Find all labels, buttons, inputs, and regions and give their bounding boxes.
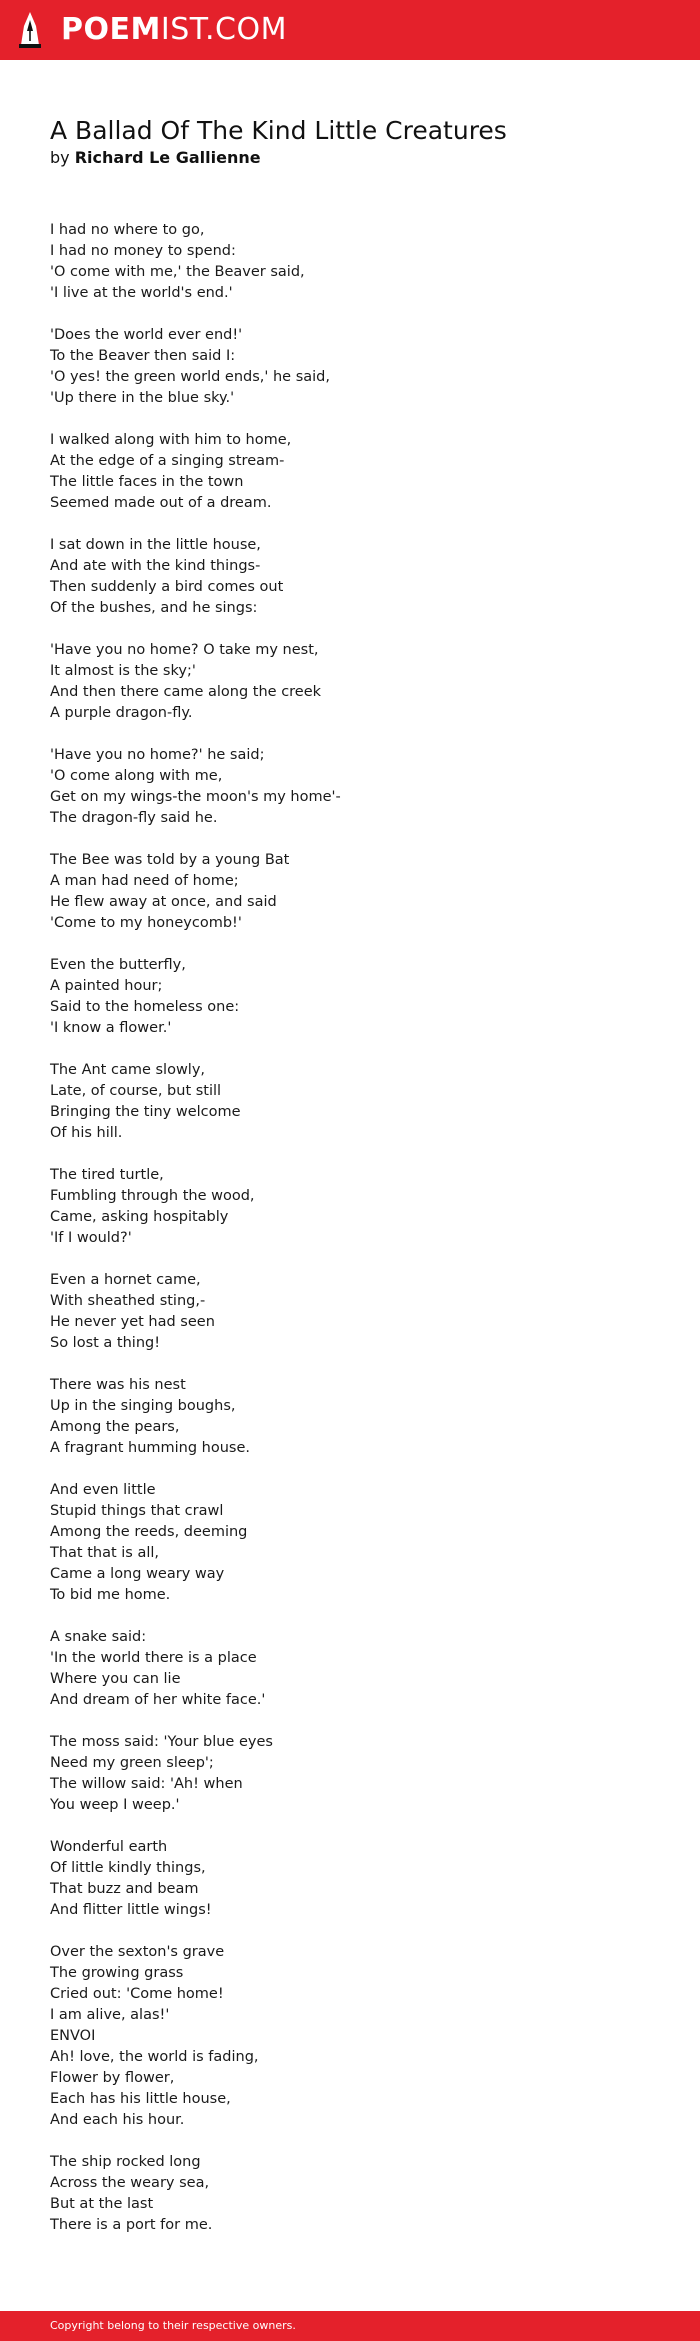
poem-line: Of his hill.	[50, 1125, 123, 1141]
poem-line: Cried out: 'Come home!	[50, 1986, 224, 2002]
poem-line: I had no money to spend:	[50, 243, 236, 259]
poem-line: The moss said: 'Your blue eyes	[50, 1734, 273, 1750]
stanza	[50, 850, 650, 934]
poem-line: Of the bushes, and he sings:	[50, 600, 258, 616]
poem-line: That that is all,	[50, 1545, 160, 1561]
stanza	[50, 1375, 650, 1459]
poem-line: Wonderful earth	[50, 1839, 168, 1855]
poem-line: 'Have you no home? O take my nest,	[50, 642, 319, 658]
poem-line: 'O come with me,' the Beaver said,	[50, 264, 305, 280]
site-logo[interactable]	[61, 13, 287, 47]
author-name: Richard Le Gallienne	[74, 148, 261, 167]
poem-line: But at the last	[50, 2196, 154, 2212]
poem-line: Came a long weary way	[50, 1566, 225, 1582]
stanza	[50, 430, 650, 514]
byline	[50, 146, 261, 170]
poem-line: Over the sexton's grave	[50, 1944, 225, 1960]
poem-line: A purple dragon-fly.	[50, 705, 193, 721]
stanza	[50, 2152, 650, 2236]
poem-line: I walked along with him to home,	[50, 432, 292, 448]
poem-line: And then there came along the creek	[50, 684, 322, 700]
poem-line: It almost is the sky;'	[50, 663, 196, 679]
stanza	[50, 1480, 650, 1606]
poem-line: Flower by flower,	[50, 2070, 175, 2086]
site-footer	[0, 2311, 700, 2341]
poem-line: Even a hornet came,	[50, 1272, 201, 1288]
poem-line: At the edge of a singing stream-	[50, 453, 285, 469]
poem-line: To bid me home.	[50, 1587, 171, 1603]
poem-line: So lost a thing!	[50, 1335, 161, 1351]
poem-line: 'Have you no home?' he said;	[50, 747, 265, 763]
poem-line: Among the reeds, deeming	[50, 1524, 248, 1540]
stanza	[50, 535, 650, 619]
stanza	[50, 325, 650, 409]
poem-line: The ship rocked long	[50, 2154, 201, 2170]
stanza	[50, 640, 650, 724]
poem-line: I am alive, alas!'	[50, 2007, 170, 2023]
stanza	[50, 1942, 650, 2131]
poem-line: 'I know a flower.'	[50, 1020, 172, 1036]
logo-bold-text: POEM	[61, 12, 161, 47]
poem-line: 'Come to my honeycomb!'	[50, 915, 242, 931]
poem-line: Of little kindly things,	[50, 1860, 206, 1876]
poem-line: Seemed made out of a dream.	[50, 495, 272, 511]
poem-line: The dragon-fly said he.	[50, 810, 218, 826]
stanza	[50, 1627, 650, 1711]
poem-line: 'O come along with me,	[50, 768, 223, 784]
poem-line: That buzz and beam	[50, 1881, 199, 1897]
poem-line: The Ant came slowly,	[50, 1062, 206, 1078]
poem-line: Said to the homeless one:	[50, 999, 240, 1015]
poem-line: Bringing the tiny welcome	[50, 1104, 241, 1120]
poem-line: And flitter little wings!	[50, 1902, 212, 1918]
poem-line: 'I live at the world's end.'	[50, 285, 233, 301]
poem-line: 'If I would?'	[50, 1230, 132, 1246]
poem-line: Fumbling through the wood,	[50, 1188, 255, 1204]
poem-line: Came, asking hospitably	[50, 1209, 229, 1225]
poem-line: He flew away at once, and said	[50, 894, 277, 910]
stanza	[50, 220, 650, 304]
logo-light-text: IST.COM	[160, 12, 287, 47]
poem-line: To the Beaver then said I:	[50, 348, 236, 364]
poem-body	[50, 220, 650, 2257]
poem-line: Get on my wings-the moon's my home'-	[50, 789, 341, 805]
poem-line: 'Does the world ever end!'	[50, 327, 243, 343]
copyright-text: Copyright belong to their respective owners.	[50, 2319, 296, 2332]
poem-line: 'O yes! the green world ends,' he said,	[50, 369, 330, 385]
poem-line: And each his hour.	[50, 2112, 185, 2128]
poem-line: And even little	[50, 1482, 156, 1498]
stanza	[50, 1837, 650, 1921]
poem-line: The tired turtle,	[50, 1167, 164, 1183]
by-label: by	[50, 148, 70, 167]
poem-line: Stupid things that crawl	[50, 1503, 224, 1519]
stanza	[50, 1270, 650, 1354]
poem-line: Up in the singing boughs,	[50, 1398, 236, 1414]
poem-line: ENVOI	[50, 2028, 96, 2044]
poem-line: A painted hour;	[50, 978, 163, 994]
poem-line: He never yet had seen	[50, 1314, 215, 1330]
poem-line: A snake said:	[50, 1629, 147, 1645]
stanza	[50, 955, 650, 1039]
poem-line: Need my green sleep';	[50, 1755, 214, 1771]
poem-line: I sat down in the little house,	[50, 537, 261, 553]
poem-line: Across the weary sea,	[50, 2175, 210, 2191]
poem-line: I had no where to go,	[50, 222, 205, 238]
poem-title: A Ballad Of The Kind Little Creatures	[50, 116, 507, 145]
poem-line: 'Up there in the blue sky.'	[50, 390, 235, 406]
site-header	[0, 0, 700, 60]
poem-line: Among the pears,	[50, 1419, 180, 1435]
stanza	[50, 1732, 650, 1816]
stanza	[50, 1060, 650, 1144]
poem-line: There is a port for me.	[50, 2217, 213, 2233]
poem-line: You weep I weep.'	[50, 1797, 180, 1813]
poem-line: And ate with the kind things-	[50, 558, 261, 574]
poem-line: Then suddenly a bird comes out	[50, 579, 284, 595]
poem-line: A man had need of home;	[50, 873, 239, 889]
poem-line: And dream of her white face.'	[50, 1692, 266, 1708]
poem-line: The growing grass	[50, 1965, 184, 1981]
poem-line: Even the butterfly,	[50, 957, 186, 973]
poem-line: The willow said: 'Ah! when	[50, 1776, 243, 1792]
poem-line: The Bee was told by a young Bat	[50, 852, 290, 868]
poem-line: The little faces in the town	[50, 474, 244, 490]
poem-line: Late, of course, but still	[50, 1083, 222, 1099]
poem-line: Ah! love, the world is fading,	[50, 2049, 259, 2065]
pen-nib-icon[interactable]	[18, 11, 42, 49]
poem-line: Each has his little house,	[50, 2091, 231, 2107]
stanza	[50, 1165, 650, 1249]
poem-line: Where you can lie	[50, 1671, 181, 1687]
poem-line: 'In the world there is a place	[50, 1650, 257, 1666]
poem-line: There was his nest	[50, 1377, 186, 1393]
stanza	[50, 745, 650, 829]
poem-line: With sheathed sting,-	[50, 1293, 206, 1309]
poem-line: A fragrant humming house.	[50, 1440, 251, 1456]
